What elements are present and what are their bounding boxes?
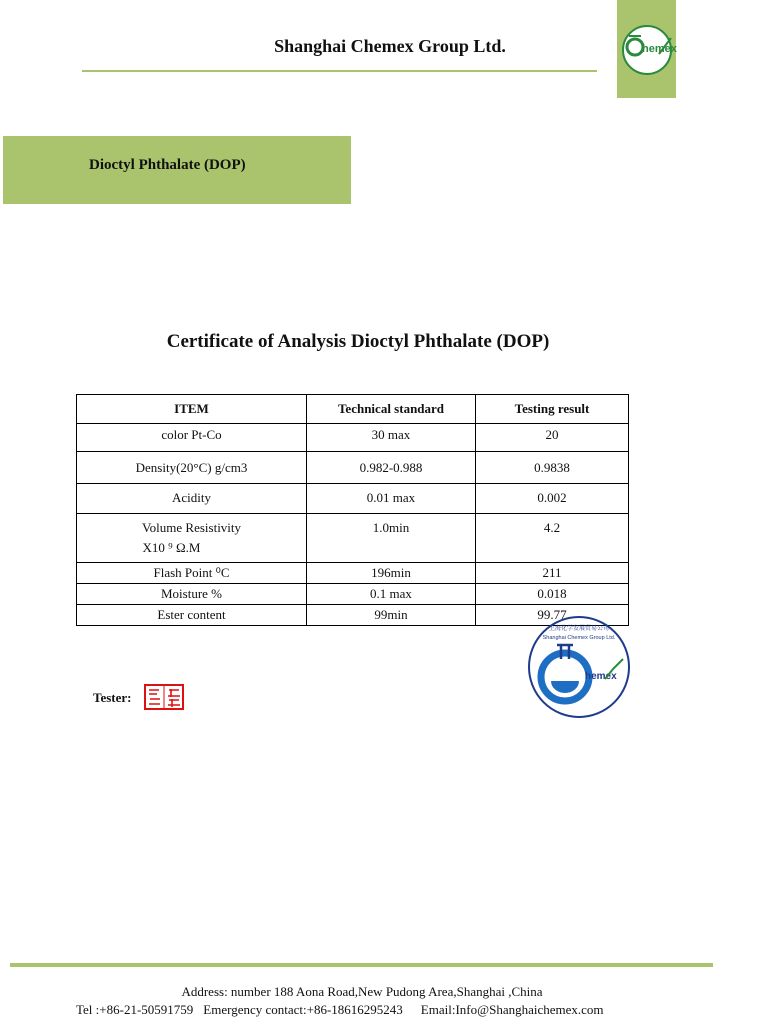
column-header-result: Testing result: [476, 395, 629, 424]
row-item: Flash Point ⁰C: [77, 563, 307, 584]
column-header-standard: Technical standard: [307, 395, 476, 424]
stamp-logo-text: hemex: [585, 671, 617, 682]
column-header-item: ITEM: [77, 395, 307, 424]
row-result: 20: [476, 424, 629, 452]
product-name: Dioctyl Phthalate (DOP): [89, 157, 246, 173]
chemex-logo-icon: [621, 24, 677, 76]
logo-tab: [617, 0, 676, 98]
table-row: [77, 514, 629, 563]
row-item: color Pt-Co: [77, 424, 307, 452]
row-standard: 0.982-0.988: [307, 452, 476, 484]
row-item: Acidity: [77, 484, 307, 514]
header-divider: [82, 70, 597, 72]
row-result: 4.2: [476, 514, 629, 563]
row-standard: 0.01 max: [307, 484, 476, 514]
row-result: 0.018: [476, 584, 629, 605]
row-standard: 99min: [307, 605, 476, 626]
row-result: 211: [476, 563, 629, 584]
row-item: [77, 514, 307, 563]
table-row: [77, 584, 629, 605]
footer-contacts: [76, 1002, 604, 1018]
row-item-line2: X10 ⁹ Ω.M: [142, 540, 201, 555]
table-row: [77, 452, 629, 484]
row-standard: 0.1 max: [307, 584, 476, 605]
footer-address: Address: number 188 Aona Road,New Pudong Area,Shanghai ,China: [181, 984, 543, 999]
row-result: 0.9838: [476, 452, 629, 484]
table-row: [77, 563, 629, 584]
analysis-table: [76, 394, 629, 626]
table-row: [77, 484, 629, 514]
row-result: 0.002: [476, 484, 629, 514]
row-item: Moisture %: [77, 584, 307, 605]
row-standard: 1.0min: [307, 514, 476, 563]
tester-seal-stamp: [144, 684, 184, 710]
stamp-text-cn: 上海化学发展贸易公司: [548, 625, 610, 632]
footer-emergency: Emergency contact:+86-18616295243: [203, 1002, 403, 1017]
table-header-row: [77, 395, 629, 424]
company-stamp: [527, 615, 631, 719]
row-item: Density(20°C) g/cm3: [77, 452, 307, 484]
footer-email: Email:Info@Shanghaichemex.com: [420, 1002, 604, 1017]
company-name: Shanghai Chemex Group Ltd.: [274, 36, 506, 56]
footer-divider: [10, 963, 713, 967]
stamp-text-en: Shanghai Chemex Group Ltd.: [542, 635, 616, 641]
row-item: Ester content: [77, 605, 307, 626]
certificate-title: Certificate of Analysis Dioctyl Phthalate (DOP): [166, 331, 550, 352]
table-row: [77, 424, 629, 452]
row-standard: 196min: [307, 563, 476, 584]
tester-label: Tester:: [93, 690, 132, 705]
footer-tel: Tel :+86-21-50591759: [76, 1002, 194, 1017]
product-banner: [3, 136, 351, 204]
row-result: 99.77: [476, 605, 629, 626]
logo-text: hemex: [642, 43, 677, 55]
row-standard: 30 max: [307, 424, 476, 452]
row-item-line1: Volume Resistivity: [141, 520, 242, 535]
